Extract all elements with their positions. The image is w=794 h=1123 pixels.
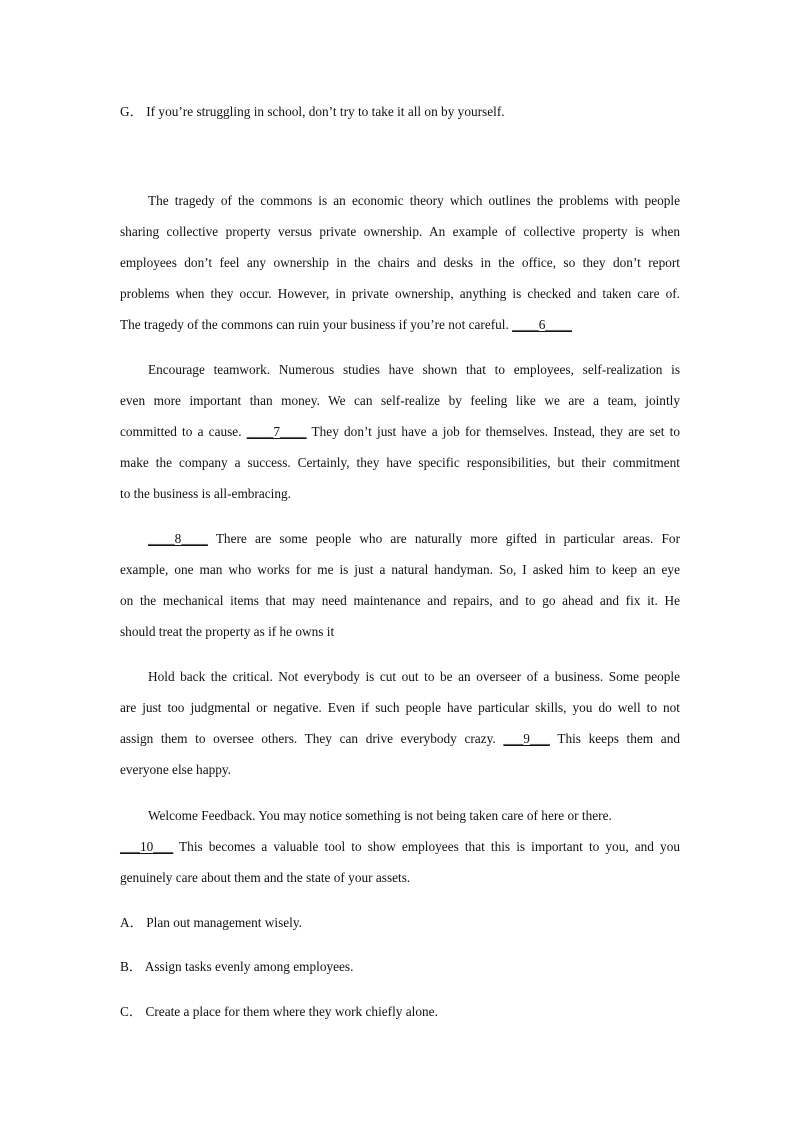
- passage-line: [120, 837, 680, 857]
- passage-line: [120, 422, 680, 442]
- answer-blank-7: ____7____: [246, 424, 307, 439]
- passage-line: sharing collective property versus private ownership. An example of collective property is when: [120, 224, 680, 239]
- answer-blank-9: ___9___: [503, 731, 550, 746]
- passage-line: Encourage teamwork. Numerous studies have shown that to employees, self-realization is: [148, 362, 680, 377]
- passage-line: example, one man who works for me is just a natural handyman. So, I asked him to keep an eye: [120, 562, 680, 577]
- option-b: [120, 957, 680, 977]
- option-c: [120, 1002, 680, 1022]
- passage-text: They don’t just have a job for themselves. Instead, they are set to: [311, 424, 680, 439]
- passage-line: Welcome Feedback. You may notice something is not being taken care of here or there.: [148, 808, 612, 823]
- passage-line: everyone else happy.: [120, 762, 232, 777]
- passage-line: [120, 729, 680, 749]
- option-letter: B．: [120, 959, 143, 974]
- passage-line: to the business is all-embracing.: [120, 486, 291, 501]
- passage-line: problems when they occur. However, in private ownership, anything is checked and taken care of.: [120, 286, 680, 301]
- passage-line: should treat the property as if he owns it: [120, 624, 335, 639]
- answer-blank-10: ___10___: [120, 839, 174, 854]
- option-a: [120, 913, 680, 933]
- option-letter: G．: [120, 104, 143, 119]
- answer-blank-6: ____6____: [512, 317, 572, 332]
- passage-line: The tragedy of the commons is an economic theory which outlines the problems with people: [148, 193, 680, 208]
- passage-line: genuinely care about them and the state of your assets.: [120, 870, 411, 885]
- passage-line: on the mechanical items that may need maintenance and repairs, and to go ahead and fix it. He: [120, 593, 680, 608]
- option-text: If you’re struggling in school, don’t try to take it all on by yourself.: [146, 104, 505, 119]
- passage-line: [120, 315, 680, 335]
- passage-text: This keeps them and: [557, 731, 680, 746]
- passage-text: This becomes a valuable tool to show employees that this is important to you, and you: [179, 839, 680, 854]
- passage-line: make the company a success. Certainly, they have specific responsibilities, but their commitment: [120, 455, 680, 470]
- passage-line: employees don’t feel any ownership in the chairs and desks in the office, so they don’t report: [120, 255, 680, 270]
- passage-text: assign them to oversee others. They can drive everybody crazy.: [120, 731, 496, 746]
- option-text: Create a place for them where they work chiefly alone.: [145, 1004, 438, 1019]
- option-text: Assign tasks evenly among employees.: [144, 959, 354, 974]
- passage-text: The tragedy of the commons can ruin your business if you’re not careful.: [120, 317, 509, 332]
- passage-line: even more important than money. We can self-realize by feeling like we are a team, jointly: [120, 393, 680, 408]
- passage-line: [148, 529, 680, 549]
- option-g: [120, 102, 680, 122]
- option-text: Plan out management wisely.: [146, 915, 302, 930]
- passage-line: are just too judgmental or negative. Even if such people have particular skills, you do well to not: [120, 700, 680, 715]
- passage-text: committed to a cause.: [120, 424, 242, 439]
- passage-line: Hold back the critical. Not everybody is cut out to be an overseer of a business. Some people: [148, 669, 680, 684]
- passage-text: There are some people who are naturally more gifted in particular areas. For: [215, 531, 681, 546]
- option-letter: C．: [120, 1004, 143, 1019]
- option-letter: A．: [120, 915, 143, 930]
- answer-blank-8: ____8____: [148, 531, 208, 546]
